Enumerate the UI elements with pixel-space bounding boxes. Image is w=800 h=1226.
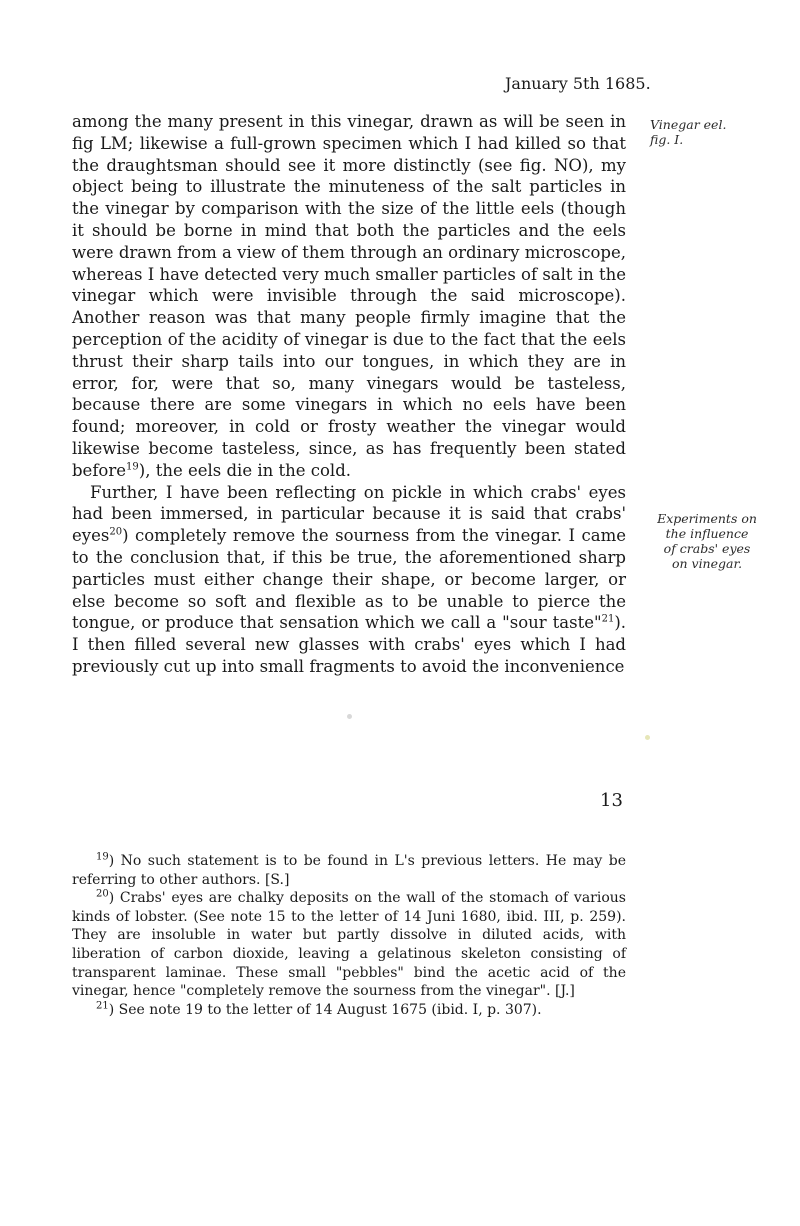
paragraph-2-text-c: ). I then filled several new glasses with crabs' eyes which I had previously cut up into small fragments to avoid the inconvenience <box>72 613 626 676</box>
footnote-21-text: ) See note 19 to the letter of 14 August 1675 (ibid. I, p. 307). <box>108 1001 542 1018</box>
margin-note-line: of crabs' eyes <box>663 541 751 556</box>
footnotes <box>72 852 626 1019</box>
footnote-ref-20: 20 <box>109 526 123 538</box>
paragraph-1-text-b: ), the eels die in the cold. <box>138 460 352 480</box>
footnote-20-text: ) Crabs' eyes are chalky deposits on the wall of the stomach of various kinds of lobster. (See note 15 to the letter of 14 Juni 1680, ibid. III, p. 259). They are insoluble in water but partly dissolve in diluted acids, with liberation of carbon dioxide, leaving a gelatinous skeleton consisting of transparent laminae. These small "pebbles" bind the acetic acid of the vinegar, hence "completely remove the sourness from the vinegar". [J.] <box>72 890 626 1000</box>
footnote-21-mark: 21 <box>96 1000 109 1012</box>
footnote-ref-19: 19 <box>126 461 139 473</box>
page-number: 13 <box>600 790 623 811</box>
footnote-20 <box>72 889 626 1001</box>
footnote-19 <box>72 852 626 889</box>
margin-note-line: the influence <box>665 526 749 541</box>
margin-note-line: on vinegar. <box>671 556 743 571</box>
footnote-19-text: ) No such statement is to be found in L's previous letters. He may be referring to other authors. [S.] <box>72 853 626 888</box>
margin-note-line: Vinegar eel. <box>650 117 727 132</box>
main-text <box>72 111 626 678</box>
footnote-20-mark: 20 <box>96 888 109 900</box>
margin-note-vinegar-eel <box>650 117 770 147</box>
margin-note-line: Experiments on <box>657 511 757 526</box>
running-head: January 5th 1685. <box>505 74 651 93</box>
footnote-ref-21: 21 <box>601 613 615 625</box>
margin-note-experiments <box>637 511 777 571</box>
paragraph-2-text-a: Further, I have been reflecting on pickle in which crabs' eyes had been immersed, in particular because it is said that crabs' eyes <box>72 482 626 546</box>
margin-note-line: fig. I. <box>650 132 684 147</box>
footnote-21 <box>72 1001 626 1020</box>
print-speck <box>347 714 352 719</box>
paragraph-2 <box>72 482 626 678</box>
paragraph-2-text-b: ) completely remove the sourness from the vinegar. I came to the conclusion that, if this be true, the aforementioned sharp particles must either change their shape, or become larger, or else become so soft and flexible as to be unable to pierce the tongue, or produce that sensation which we call a "sour taste" <box>72 526 626 633</box>
footnote-19-mark: 19 <box>96 851 109 863</box>
paragraph-1-text-a: among the many present in this vinegar, drawn as will be seen in fig LM; likewise a full-grown specimen which I had killed so that the draughtsman should see it more distinctly (see fig. NO), my object being to illustrate the minuteness of the salt particles in the vinegar by comparison with the size of the little eels (though it should be borne in mind that both the particles and the eels were drawn from a view of them through an ordinary microscope, whereas I have detected very much smaller particles of salt in the vinegar which were invisible through the said microscope). Another reason was that many people firmly imagine that the perception of the acidity of vinegar is due to the fact that the eels thrust their sharp tails into our tongues, in which they are in error, for, were that so, many vinegars would be tasteless, because there are some vinegars in which no eels have been found; moreover, in cold or frosty weather the vinegar would likewise become tasteless, since, as has frequently been stated before <box>72 112 626 480</box>
paragraph-1 <box>72 111 626 482</box>
print-speck <box>645 735 650 740</box>
